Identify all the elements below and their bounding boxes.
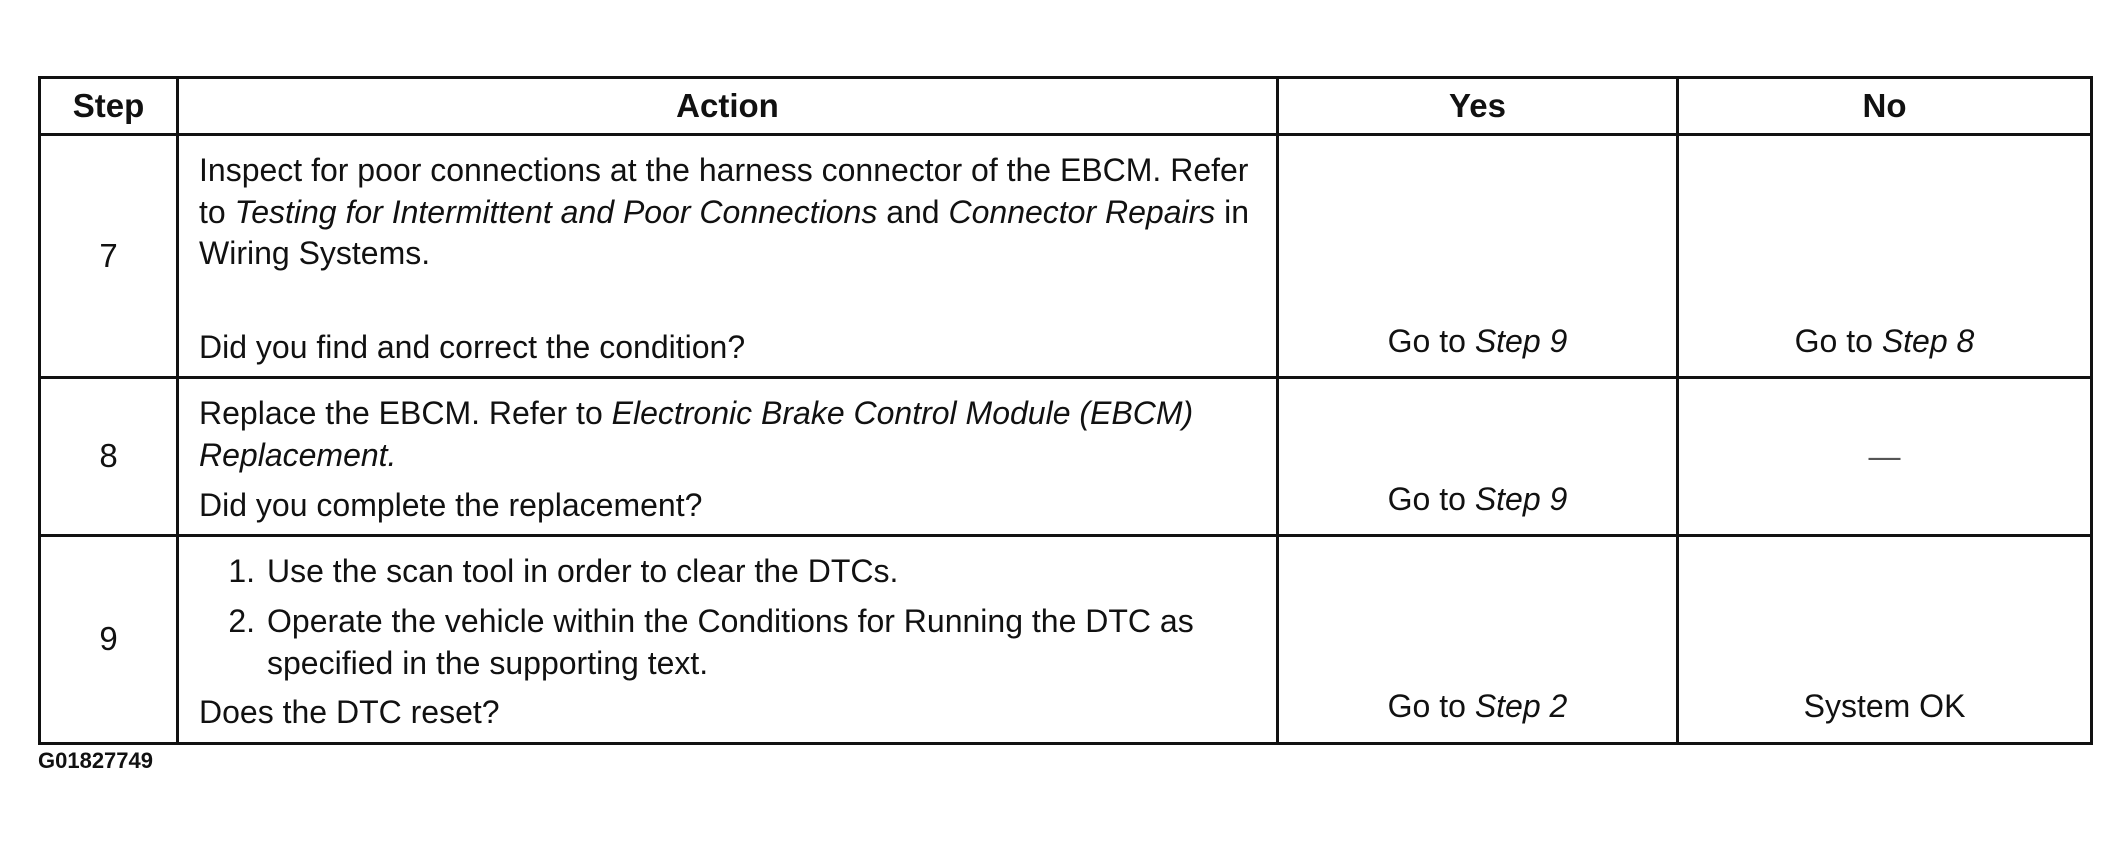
header-yes: Yes [1278, 78, 1678, 135]
step-number: 9 [40, 536, 178, 743]
header-no: No [1678, 78, 2092, 135]
table-row-step-9 [40, 536, 2092, 743]
yes-prefix: Go to [1387, 322, 1475, 359]
list-item-text: Operate the vehicle within the Conditions for Running the DTC as specified in the supporting text. [267, 602, 1194, 681]
numbered-list [199, 551, 1256, 684]
reference-link-text: Electronic Brake Control Module (EBCM) Replacement. [199, 395, 1194, 473]
yes-step-ref: Step 2 [1474, 688, 1568, 725]
list-item-text: Use the scan tool in order to clear the DTCs. [267, 553, 899, 590]
header-row [40, 78, 2092, 135]
action-text-part: Inspect for poor connections at the harness connector of the EBCM. Refer to [199, 152, 1249, 230]
action-text-part: in Wiring Systems. [199, 193, 1250, 272]
action-text [199, 393, 1256, 476]
yes-cell [1278, 378, 1678, 536]
header-action: Action [178, 78, 1278, 135]
no-cell [1678, 378, 2092, 536]
no-cell [1678, 536, 2092, 743]
step-number: 7 [40, 135, 178, 378]
list-item-number: 1. [228, 553, 255, 590]
yes-cell [1278, 135, 1678, 378]
action-question: Does the DTC reset? [199, 694, 500, 731]
no-dash: — [1868, 438, 1901, 475]
table-row-step-7 [40, 135, 2092, 378]
action-cell [178, 378, 1278, 536]
list-item-number: 2. [228, 602, 255, 639]
yes-cell [1278, 536, 1678, 743]
header-step: Step [40, 78, 178, 135]
no-result: System OK [1803, 688, 1966, 725]
yes-prefix: Go to [1387, 480, 1475, 517]
no-cell [1678, 135, 2092, 378]
list-item [199, 551, 1256, 593]
figure-id: G01827749 [38, 748, 153, 773]
action-cell [178, 135, 1278, 378]
reference-link-text: Testing for Intermittent and Poor Connections [234, 193, 878, 230]
yes-step-ref: Step 9 [1474, 322, 1568, 359]
list-item [199, 601, 1256, 684]
action-question: Did you find and correct the condition? [199, 328, 746, 365]
action-text-part: Replace the EBCM. Refer to [199, 395, 612, 432]
no-prefix: Go to [1794, 322, 1882, 359]
yes-prefix: Go to [1387, 688, 1475, 725]
diagnostic-table [38, 76, 2093, 745]
step-number: 8 [40, 378, 178, 536]
action-question: Did you complete the replacement? [199, 486, 703, 523]
table-row-step-8 [40, 378, 2092, 536]
action-text [199, 150, 1256, 275]
reference-link-text: Connector Repairs [948, 193, 1216, 230]
action-cell [178, 536, 1278, 743]
action-text-part: and [877, 193, 949, 230]
yes-step-ref: Step 9 [1474, 480, 1568, 517]
no-step-ref: Step 8 [1881, 322, 1975, 359]
